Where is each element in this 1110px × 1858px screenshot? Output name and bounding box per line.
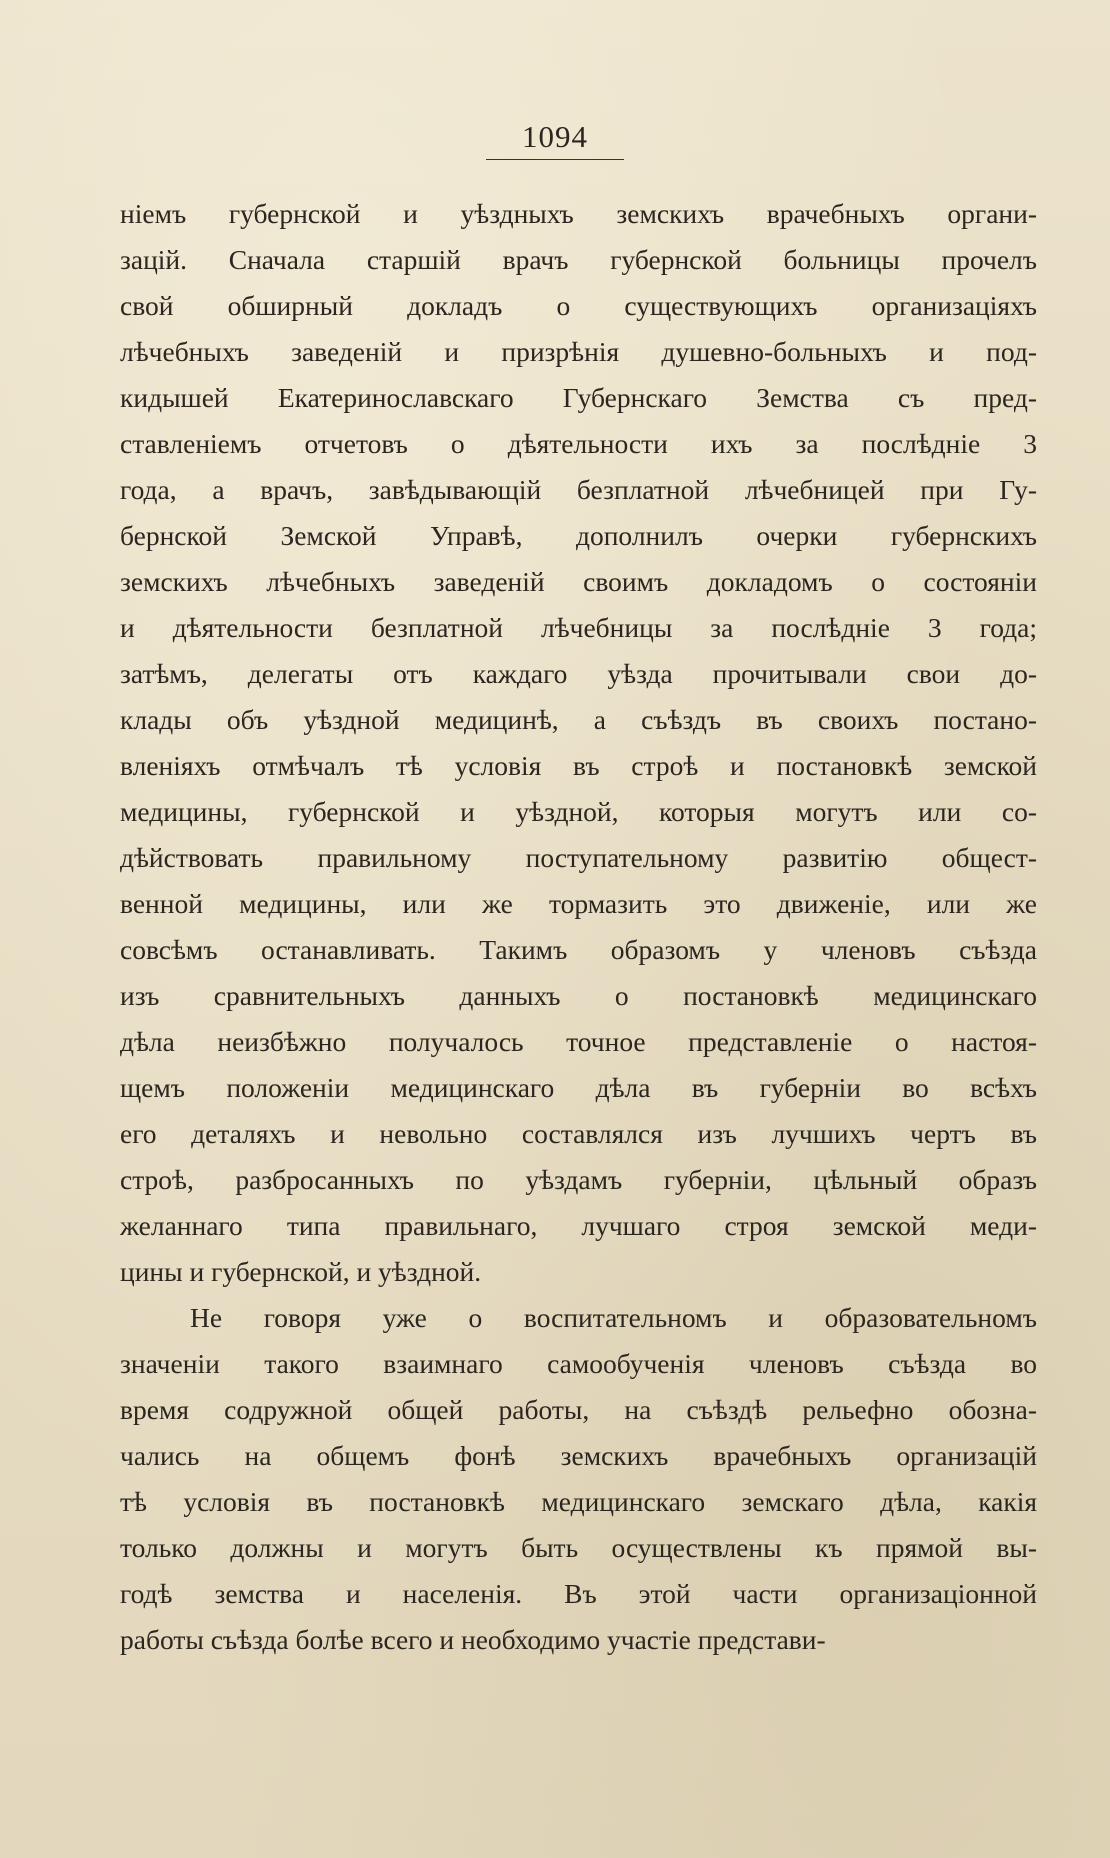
body-text bbox=[120, 191, 1037, 1663]
text-line: Не говоря уже о воспитательномъ и образовательномъ bbox=[190, 1302, 1037, 1333]
text-line: дѣла неизбѣжно получалось точное представленіе о настоя- bbox=[120, 1026, 1037, 1057]
text-line: время содружной общей работы, на съѣздѣ рельефно обозна- bbox=[120, 1394, 1037, 1425]
paragraph bbox=[120, 1295, 1037, 1663]
text-line: ніемъ губернской и уѣздныхъ земскихъ врачебныхъ органи- bbox=[120, 198, 1037, 229]
text-line: изъ сравнительныхъ данныхъ о постановкѣ медицинскаго bbox=[120, 980, 1037, 1011]
text-line: его деталяхъ и невольно составлялся изъ лучшихъ чертъ въ bbox=[120, 1118, 1037, 1149]
text-line: желаннаго типа правильнаго, лучшаго строя земской меди- bbox=[120, 1210, 1037, 1241]
text-line: бернской Земской Управѣ, дополнилъ очерки губернскихъ bbox=[120, 520, 1037, 551]
text-line: значеніи такого взаимнаго самообученія членовъ съѣзда во bbox=[120, 1348, 1037, 1379]
text-line: тѣ условія въ постановкѣ медицинскаго земскаго дѣла, какія bbox=[120, 1486, 1037, 1517]
paragraph bbox=[120, 191, 1037, 1295]
text-line: клады объ уѣздной медицинѣ, а съѣздъ въ своихъ постано- bbox=[120, 704, 1037, 735]
text-line: и дѣятельности безплатной лѣчебницы за послѣдніе 3 года; bbox=[120, 612, 1037, 643]
text-line: строѣ, разбросанныхъ по уѣздамъ губерніи, цѣльный образъ bbox=[120, 1164, 1037, 1195]
text-line: затѣмъ, делегаты отъ каждаго уѣзда прочитывали свои до- bbox=[120, 658, 1037, 689]
text-line: земскихъ лѣчебныхъ заведеній своимъ докладомъ о состояніи bbox=[120, 566, 1037, 597]
text-line: годѣ земства и населенія. Въ этой части организаціонной bbox=[120, 1578, 1037, 1609]
text-line: венной медицины, или же тормазить это движеніе, или же bbox=[120, 888, 1037, 919]
text-line: зацій. Сначала старшій врачъ губернской больницы прочелъ bbox=[120, 244, 1037, 275]
text-line: работы съѣзда болѣе всего и необходимо участіе представи- bbox=[120, 1624, 826, 1655]
page-number: 1094 bbox=[486, 118, 624, 160]
text-line: чались на общемъ фонѣ земскихъ врачебныхъ организацій bbox=[120, 1440, 1037, 1471]
text-line: свой обширный докладъ о существующихъ организаціяхъ bbox=[120, 290, 1037, 321]
text-line: года, а врачъ, завѣдывающій безплатной лѣчебницей при Гу- bbox=[120, 474, 1037, 505]
text-line: медицины, губернской и уѣздной, которыя могутъ или со- bbox=[120, 796, 1037, 827]
text-line: цины и губернской, и уѣздной. bbox=[120, 1256, 482, 1287]
text-line: ставленіемъ отчетовъ о дѣятельности ихъ за послѣдніе 3 bbox=[120, 428, 1037, 459]
text-line: щемъ положеніи медицинскаго дѣла въ губерніи во всѣхъ bbox=[120, 1072, 1037, 1103]
page-header bbox=[0, 118, 1110, 160]
text-line: кидышей Екатеринославскаго Губернскаго Земства съ пред- bbox=[120, 382, 1037, 413]
text-line: совсѣмъ останавливать. Такимъ образомъ у членовъ съѣзда bbox=[120, 934, 1037, 965]
text-line: только должны и могутъ быть осуществлены къ прямой вы- bbox=[120, 1532, 1037, 1563]
text-line: вленіяхъ отмѣчалъ тѣ условія въ строѣ и постановкѣ земской bbox=[120, 750, 1037, 781]
text-line: лѣчебныхъ заведеній и призрѣнія душевно-больныхъ и под- bbox=[120, 336, 1037, 367]
text-line: дѣйствовать правильному поступательному развитію общест- bbox=[120, 842, 1037, 873]
